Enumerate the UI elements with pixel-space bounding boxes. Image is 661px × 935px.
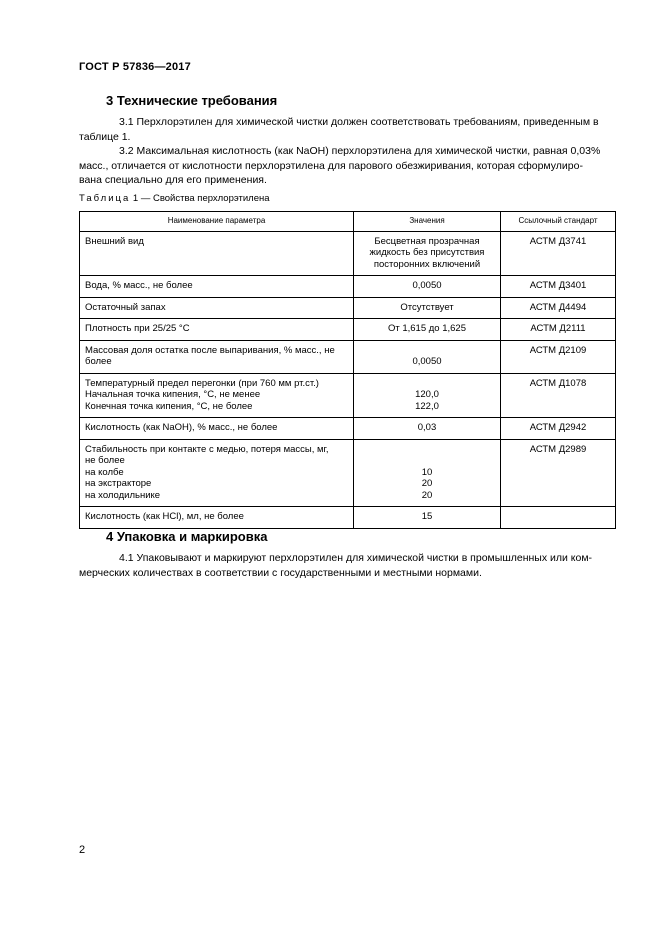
- cell-value: [354, 276, 501, 298]
- cell-parameter-line: Температурный предел перегонки (при 760 мм рт.ст.): [85, 377, 319, 389]
- cell-standard: АСТМ Д3741: [501, 231, 616, 276]
- cell-value: [354, 319, 501, 341]
- document-header: ГОСТ Р 57836—2017: [79, 61, 191, 73]
- table-row: [80, 319, 616, 341]
- table-row: [80, 297, 616, 319]
- cell-value: [354, 418, 501, 440]
- cell-value-line: [359, 345, 495, 357]
- cell-parameter-line: на холодильнике: [85, 489, 161, 501]
- cell-value: [354, 297, 501, 319]
- cell-value: [354, 507, 501, 529]
- cell-value-line: 15: [421, 511, 433, 522]
- cell-value-line: жидкость без присутствия: [369, 247, 485, 258]
- cell-value: [354, 373, 501, 418]
- cell-value-line: Отсутствует: [400, 301, 454, 313]
- cell-parameter: [80, 340, 354, 373]
- cell-value-line: 20: [421, 478, 433, 489]
- table-row: [80, 507, 616, 529]
- cell-value: [354, 439, 501, 507]
- cell-parameter-line: Начальная точка кипения, °С, не менее: [85, 389, 261, 400]
- table-caption-text: 1 — Свойства перхлорэтилена: [132, 193, 270, 204]
- column-header-parameter: Наименование параметра: [80, 212, 354, 232]
- paragraph-3-1: [79, 115, 615, 144]
- cell-parameter-line: Плотность при 25/25 °С: [85, 323, 190, 334]
- cell-parameter: [80, 276, 354, 298]
- cell-standard: АСТМ Д2111: [501, 319, 616, 341]
- cell-parameter-line: Вода, % масс., не более: [85, 280, 193, 291]
- paragraph-line: масс., отличается от кислотности перхлорэтилена для парового обезжиривания, которая сформулиро-: [79, 159, 583, 172]
- cell-value-line: 10: [421, 466, 433, 478]
- cell-value: [354, 340, 501, 373]
- cell-value: [354, 231, 501, 276]
- paragraph-4-1: [79, 551, 615, 580]
- cell-parameter-line: Остаточный запах: [85, 301, 166, 313]
- cell-parameter-line: на колбе: [85, 466, 124, 478]
- cell-value-line: [359, 444, 495, 456]
- cell-parameter-line: Кислотность (как HCl), мл, не более: [85, 511, 244, 522]
- table-row: [80, 418, 616, 440]
- section-4-title: 4 Упаковка и маркировка: [106, 529, 268, 544]
- table-row: [80, 439, 616, 507]
- table-row: [80, 231, 616, 276]
- cell-parameter: [80, 418, 354, 440]
- cell-parameter-line: не более: [85, 455, 125, 466]
- cell-value-line: 0,0050: [412, 280, 442, 291]
- cell-parameter: [80, 319, 354, 341]
- cell-standard: АСТМ Д2989: [501, 439, 616, 507]
- paragraph-3-2: [79, 144, 615, 188]
- cell-standard: АСТМ Д4494: [501, 297, 616, 319]
- cell-standard: [501, 507, 616, 529]
- paragraph-line: вана специально для его применения.: [79, 174, 267, 186]
- cell-parameter: [80, 507, 354, 529]
- table-row: [80, 276, 616, 298]
- table-caption: [79, 193, 270, 204]
- cell-standard: АСТМ Д1078: [501, 373, 616, 418]
- paragraph-line: 3.2 Максимальная кислотность (как NaOH) перхлорэтилена для химической чистки, равная 0,03%: [119, 145, 601, 157]
- cell-value-line: 20: [421, 489, 433, 501]
- cell-standard: АСТМ Д2109: [501, 340, 616, 373]
- table-row: [80, 373, 616, 418]
- paragraph-line: 4.1 Упаковывают и маркируют перхлорэтилен для химической чистки в промышленных или ком-: [119, 552, 593, 564]
- cell-parameter-line: на экстракторе: [85, 478, 152, 489]
- cell-parameter-line: Внешний вид: [85, 235, 144, 247]
- cell-value-line: [359, 378, 495, 390]
- cell-parameter-line: Конечная точка кипения, °С, не более: [85, 400, 253, 412]
- cell-value-line: посторонних включений: [373, 258, 481, 270]
- cell-parameter: [80, 231, 354, 276]
- cell-parameter-line: Кислотность (как NaOH), % масс., не более: [85, 422, 278, 433]
- table-header-row: [80, 212, 616, 232]
- page-number: 2: [79, 844, 86, 856]
- cell-value-line: 120,0: [415, 389, 439, 400]
- table-row: [80, 340, 616, 373]
- cell-standard: АСТМ Д2942: [501, 418, 616, 440]
- section-3-title: 3 Технические требования: [106, 93, 278, 108]
- cell-standard: АСТМ Д3401: [501, 276, 616, 298]
- cell-parameter-line: более: [85, 356, 112, 367]
- cell-parameter-line: Стабильность при контакте с медью, потеря массы, мг,: [85, 443, 329, 455]
- paragraph-line: таблице 1.: [79, 130, 131, 143]
- paragraph-line: мерческих количествах в соответствии с государственными и местными нормами.: [79, 566, 482, 579]
- cell-parameter: [80, 373, 354, 418]
- cell-value-line: [359, 455, 495, 467]
- properties-table: [79, 211, 616, 529]
- cell-parameter-line: Массовая доля остатка после выпаривания, % масс., не: [85, 344, 335, 356]
- column-header-value: Значения: [354, 212, 501, 232]
- cell-parameter: [80, 439, 354, 507]
- paragraph-line: 3.1 Перхлорэтилен для химической чистки должен соответствовать требованиям, приведенным в: [119, 116, 599, 128]
- cell-value-line: 122,0: [415, 400, 439, 412]
- cell-value-line: 0,03: [417, 422, 437, 433]
- cell-parameter: [80, 297, 354, 319]
- cell-value-line: От 1,615 до 1,625: [387, 323, 467, 334]
- cell-value-line: 0,0050: [412, 356, 442, 367]
- cell-value-line: Бесцветная прозрачная: [374, 235, 480, 247]
- column-header-standard: Ссылочный стандарт: [501, 212, 616, 232]
- table-caption-label: Таблица: [79, 193, 131, 204]
